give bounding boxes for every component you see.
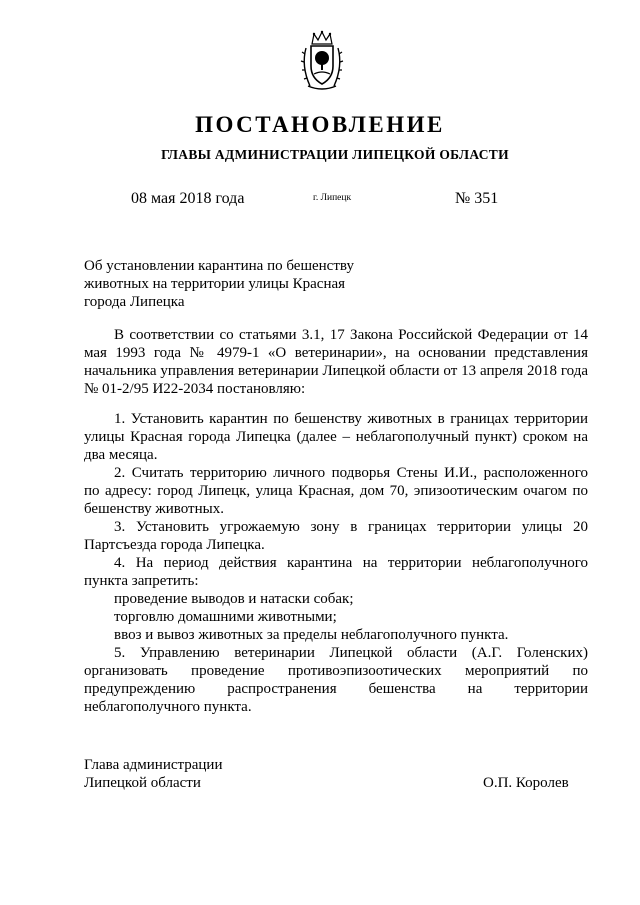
document-date: 08 мая 2018 года [131, 190, 245, 207]
item-5-paragraph: 5. Управлению ветеринарии Липецкой области (А.Г. Голенских) организовать проведение противоэпизоотических мероприятий по предупреждению распространения бешенства на территории неблагополучного пункта. [84, 645, 588, 715]
item-4-paragraph: 4. На период действия карантина на территории неблагополучного пункта запретить: [84, 555, 588, 589]
coat-of-arms-icon [300, 30, 344, 94]
document-title: ПОСТАНОВЛЕНИЕ [195, 112, 445, 137]
signatory-name: О.П. Королев [483, 775, 569, 791]
item-3-paragraph: 3. Установить угрожаемую зону в границах территории улицы 20 Партсъезда города Липецка. [84, 519, 588, 553]
signatory-position-line: Липецкой области [84, 775, 201, 791]
item-4-subitem: ввоз и вывоз животных за пределы неблагополучного пункта. [114, 627, 509, 643]
subject-line: Об установлении карантина по бешенству [84, 258, 354, 274]
item-2-paragraph: 2. Считать территорию личного подворья Стены И.И., расположенного по адресу: город Липецк, улица Красная, дом 70, эпизоотическим очагом по бешенству животных. [84, 465, 588, 517]
signatory-position [84, 756, 222, 792]
item-4-subitem: проведение выводов и натаски собак; [114, 591, 354, 607]
document-body [84, 326, 588, 716]
item-1-paragraph: 1. Установить карантин по бешенству животных в границах территории улицы Красная города Липецка (далее – неблагополучный пункт) сроком на два месяца. [84, 411, 588, 463]
document-number: № 351 [455, 190, 499, 207]
item-4-subitem: торговлю домашними животными; [114, 609, 337, 625]
preamble-paragraph: В соответствии со статьями 3.1, 17 Закона Российской Федерации от 14 мая 1993 года № 4979-1 «О ветеринарии», на основании представления начальника управления ветеринарии Липецкой области от 13 апреля 2018 года № 01-2/95 И22-2034 постановляю: [84, 327, 588, 397]
signatory-position-line: Глава администрации [84, 757, 223, 773]
document-city: г. Липецк [313, 193, 352, 203]
subject-line: города Липецка [84, 294, 185, 310]
document-subject [84, 257, 384, 311]
subject-line: животных на территории улицы Красная [84, 276, 346, 292]
document-subtitle: ГЛАВЫ АДМИНИСТРАЦИИ ЛИПЕЦКОЙ ОБЛАСТИ [161, 147, 509, 162]
